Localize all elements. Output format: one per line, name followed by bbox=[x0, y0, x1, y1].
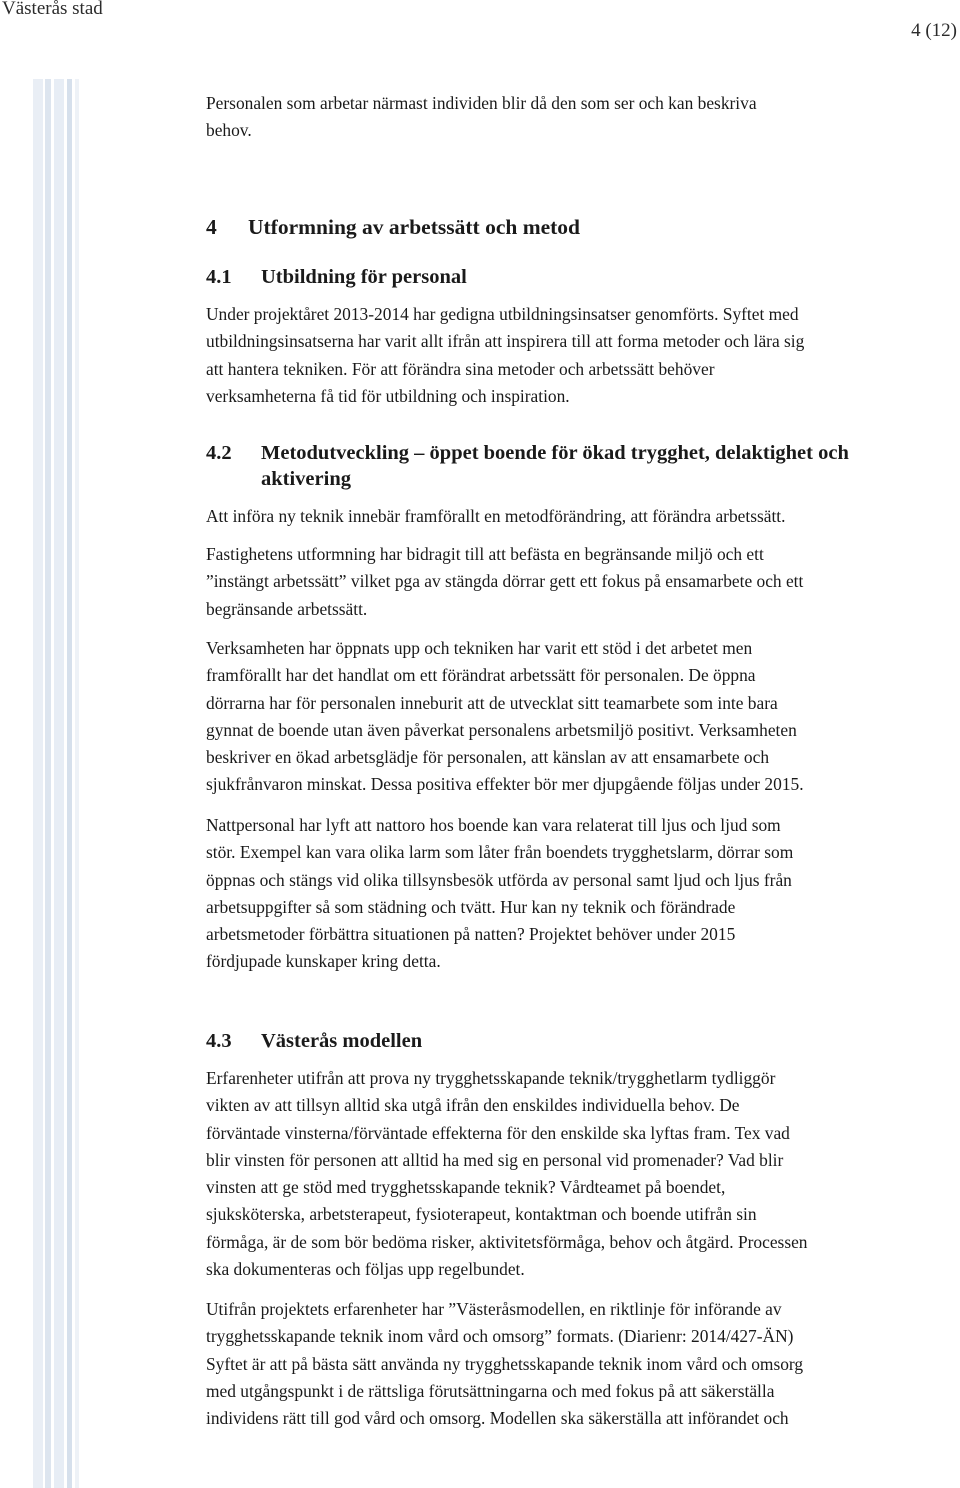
paragraph-4-2-d bbox=[206, 812, 934, 976]
text-line: Under projektåret 2013-2014 har gedigna utbildningsinsatser genomförts. Syftet med bbox=[206, 304, 799, 324]
text-line: arbetsuppgifter så som städning och tvätt. Hur kan ny teknik och förändrade bbox=[206, 896, 736, 917]
heading-title: Utbildning för personal bbox=[261, 266, 467, 288]
paragraph-4-3-b bbox=[206, 1296, 934, 1432]
text-line: Personalen som arbetar närmast individen blir då den som ser och kan beskriva bbox=[206, 93, 757, 113]
text-line: individens rätt till god vård och omsorg. Modellen ska säkerställa att införandet och bbox=[206, 1408, 789, 1429]
text-line: ska dokumenteras och följas upp regelbundet. bbox=[206, 1259, 525, 1280]
text-line: sjuksköterska, arbetsterapeut, fysioterapeut, kontaktman och boende utifrån sin bbox=[206, 1204, 757, 1225]
heading-number: 4 bbox=[206, 215, 217, 239]
heading-4-1 bbox=[206, 264, 934, 290]
text-line: vinsten att ge stöd med trygghetsskapande teknik? Vårdteamet på boendet, bbox=[206, 1177, 726, 1198]
text-line: öppnas och stängs vid olika tillsynsbesök utförda av personal samt ljud och ljus från bbox=[206, 869, 792, 890]
text-line: trygghetsskapande teknik inom vård och omsorg” formats. (Diarienr: 2014/427-ÄN) bbox=[206, 1326, 794, 1347]
heading-4-2 bbox=[206, 440, 934, 492]
paragraph-4-2-a bbox=[206, 503, 934, 530]
header-organization: Västerås stad bbox=[2, 0, 103, 19]
text-line: förväntade vinsterna/förväntade effekterna för den enskilde ska lyftas fram. Tex vad bbox=[206, 1122, 790, 1143]
text-line: verksamheterna få tid för utbildning och inspiration. bbox=[206, 385, 570, 406]
text-line: vikten av att tillsyn alltid ska utgå ifrån den enskildes individuella behov. De bbox=[206, 1095, 740, 1116]
header-page-number: 4 (12) bbox=[911, 20, 957, 41]
text-line: framförallt har det handlat om ett förändrat arbetssätt för personalen. De öppna bbox=[206, 665, 756, 686]
text-line: förmåga, är de som bör bedöma risker, aktivitetsförmåga, behov och åtgärd. Processen bbox=[206, 1231, 808, 1252]
heading-number: 4.3 bbox=[206, 1030, 232, 1052]
decorative-sidebar-stripes bbox=[33, 79, 81, 1488]
heading-number: 4.1 bbox=[206, 266, 232, 288]
heading-title: Västerås modellen bbox=[261, 1030, 423, 1052]
heading-4 bbox=[206, 215, 934, 240]
text-line: Att införa ny teknik innebär framförallt en metodförändring, att förändra arbetssätt. bbox=[206, 506, 786, 526]
text-line: att hantera tekniken. För att förändra sina metoder och arbetssätt behöver bbox=[206, 358, 715, 379]
text-line: stör. Exempel kan vara olika larm som låter från boendets trygghetslarm, dörrar som bbox=[206, 842, 794, 863]
text-line: arbetsmetoder förbättra situationen på natten? Projektet behöver under 2015 bbox=[206, 924, 736, 945]
text-line: sjukfrånvaron minskat. Dessa positiva effekter bör mer djupgående följas under 2015. bbox=[206, 774, 804, 795]
text-line: Nattpersonal har lyft att nattoro hos boende kan vara relaterat till ljus och ljud som bbox=[206, 815, 781, 835]
text-line: Erfarenheter utifrån att prova ny trygghetsskapande teknik/trygghetlarm tydliggör bbox=[206, 1068, 776, 1088]
heading-title: Metodutveckling – öppet boende för ökad trygghet, delaktighet och bbox=[261, 442, 849, 464]
text-line: ”instängt arbetssätt” vilket pga av stängda dörrar gett ett fokus på ensamarbete och ett bbox=[206, 571, 804, 592]
text-line: utbildningsinsatserna har varit allt ifrån att inspirera till att forma metoder och lära sig bbox=[206, 331, 805, 352]
paragraph-intro bbox=[206, 90, 934, 145]
text-line: Fastighetens utformning har bidragit till att befästa en begränsande miljö och ett bbox=[206, 544, 764, 564]
paragraph-4-1 bbox=[206, 301, 934, 410]
text-line: gynnat de boende utan även påverkat personalens arbetsmiljö positivt. Verksamheten bbox=[206, 719, 797, 740]
heading-title-continued: aktivering bbox=[261, 468, 351, 490]
text-line: dörrarna har för personalen inneburit att de utvecklat sitt teamarbete som inte bara bbox=[206, 692, 778, 713]
heading-title: Utformning av arbetssätt och metod bbox=[248, 215, 581, 239]
text-line: Utifrån projektets erfarenheter har ”Västeråsmodellen, en riktlinje för införande av bbox=[206, 1299, 782, 1319]
text-line: blir vinsten för personen att alltid ha med sig en personal vid promenader? Vad blir bbox=[206, 1149, 784, 1170]
text-line: begränsande arbetssätt. bbox=[206, 598, 368, 619]
text-line: behov. bbox=[206, 120, 252, 141]
text-line: fördjupade kunskaper kring detta. bbox=[206, 951, 441, 972]
text-line: Syftet är att på bästa sätt använda ny trygghetsskapande teknik inom vård och omsorg bbox=[206, 1353, 804, 1374]
paragraph-4-2-b bbox=[206, 541, 934, 623]
paragraph-4-2-c bbox=[206, 635, 934, 799]
paragraph-4-3-a bbox=[206, 1065, 934, 1283]
heading-number: 4.2 bbox=[206, 442, 232, 464]
text-line: med utgångspunkt i de rättsliga förutsättningarna och med fokus på att säkerställa bbox=[206, 1380, 775, 1401]
text-line: beskriver en ökad arbetsglädje för personalen, att känslan av att ensamarbete och bbox=[206, 747, 770, 768]
heading-4-3 bbox=[206, 1028, 934, 1054]
text-line: Verksamheten har öppnats upp och tekniken har varit ett stöd i det arbetet men bbox=[206, 638, 753, 658]
